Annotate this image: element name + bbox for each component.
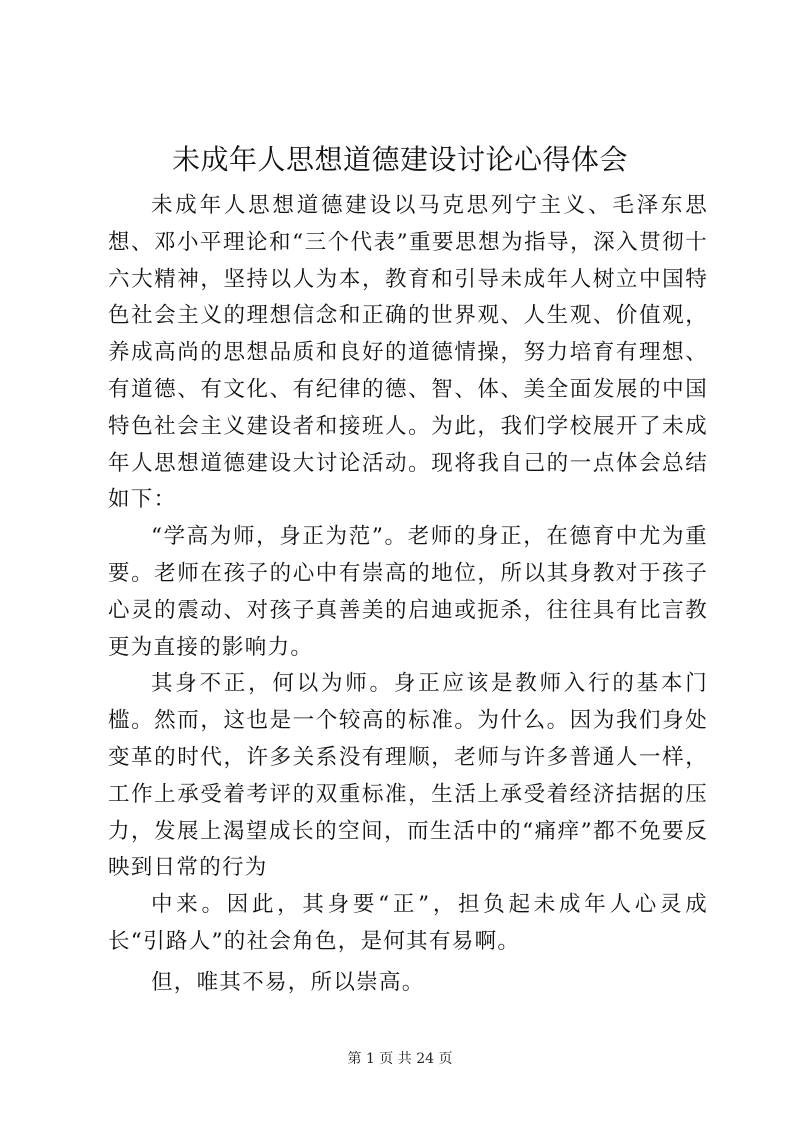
paragraph-teacher-example: “学高为师，身正为范”。老师的身正，在德育中尤为重要。老师在孩子的心中有崇高的地位，所以其身教对于孩子心灵的震动、对孩子真善美的启迪或扼杀，往往具有比言教更为直接的影响力。 <box>108 524 708 660</box>
paragraph-intro: 未成年人思想道德建设以马克思列宁主义、毛泽东思想、邓小平理论和“三个代表”重要思想为指导，深入贯彻十六大精神，坚持以人为本，教育和引导未成年人树立中国特色社会主义的理想信念和正确的世界观、人生观、价值观，养成高尚的思想品质和良好的道德情操，努力培育有理想、有道德、有文化、有纪律的德、智、体、美全面发展的中国特色社会主义建设者和接班人。为此，我们学校展开了未成年人思想道德建设大讨论活动。现将我自己的一点体会总结如下： <box>108 193 708 513</box>
paragraph-body-upright: 其身不正，何以为师。身正应该是教师入行的基本门槛。然而，这也是一个较高的标准。为什么。因为我们身处变革的时代，许多关系没有理顺，老师与许多普通人一样，工作上承受着考评的双重标准，生活上承受着经济拮据的压力，发展上渴望成长的空间，而生活中的“痛痒”都不免要反映到日常的行为 <box>108 671 708 881</box>
document-title: 未成年人思想道德建设讨论心得体会 <box>171 143 628 176</box>
paragraph-closing: 但，唯其不易，所以崇高。 <box>151 969 425 995</box>
document-body <box>108 188 708 1002</box>
paragraph-conclusion: 中来。因此，其身要“正”，担负起未成年人心灵成长“引路人”的社会角色，是何其有易啊。 <box>108 892 708 954</box>
page-footer: 第 1 页 共 24 页 <box>347 1051 453 1067</box>
